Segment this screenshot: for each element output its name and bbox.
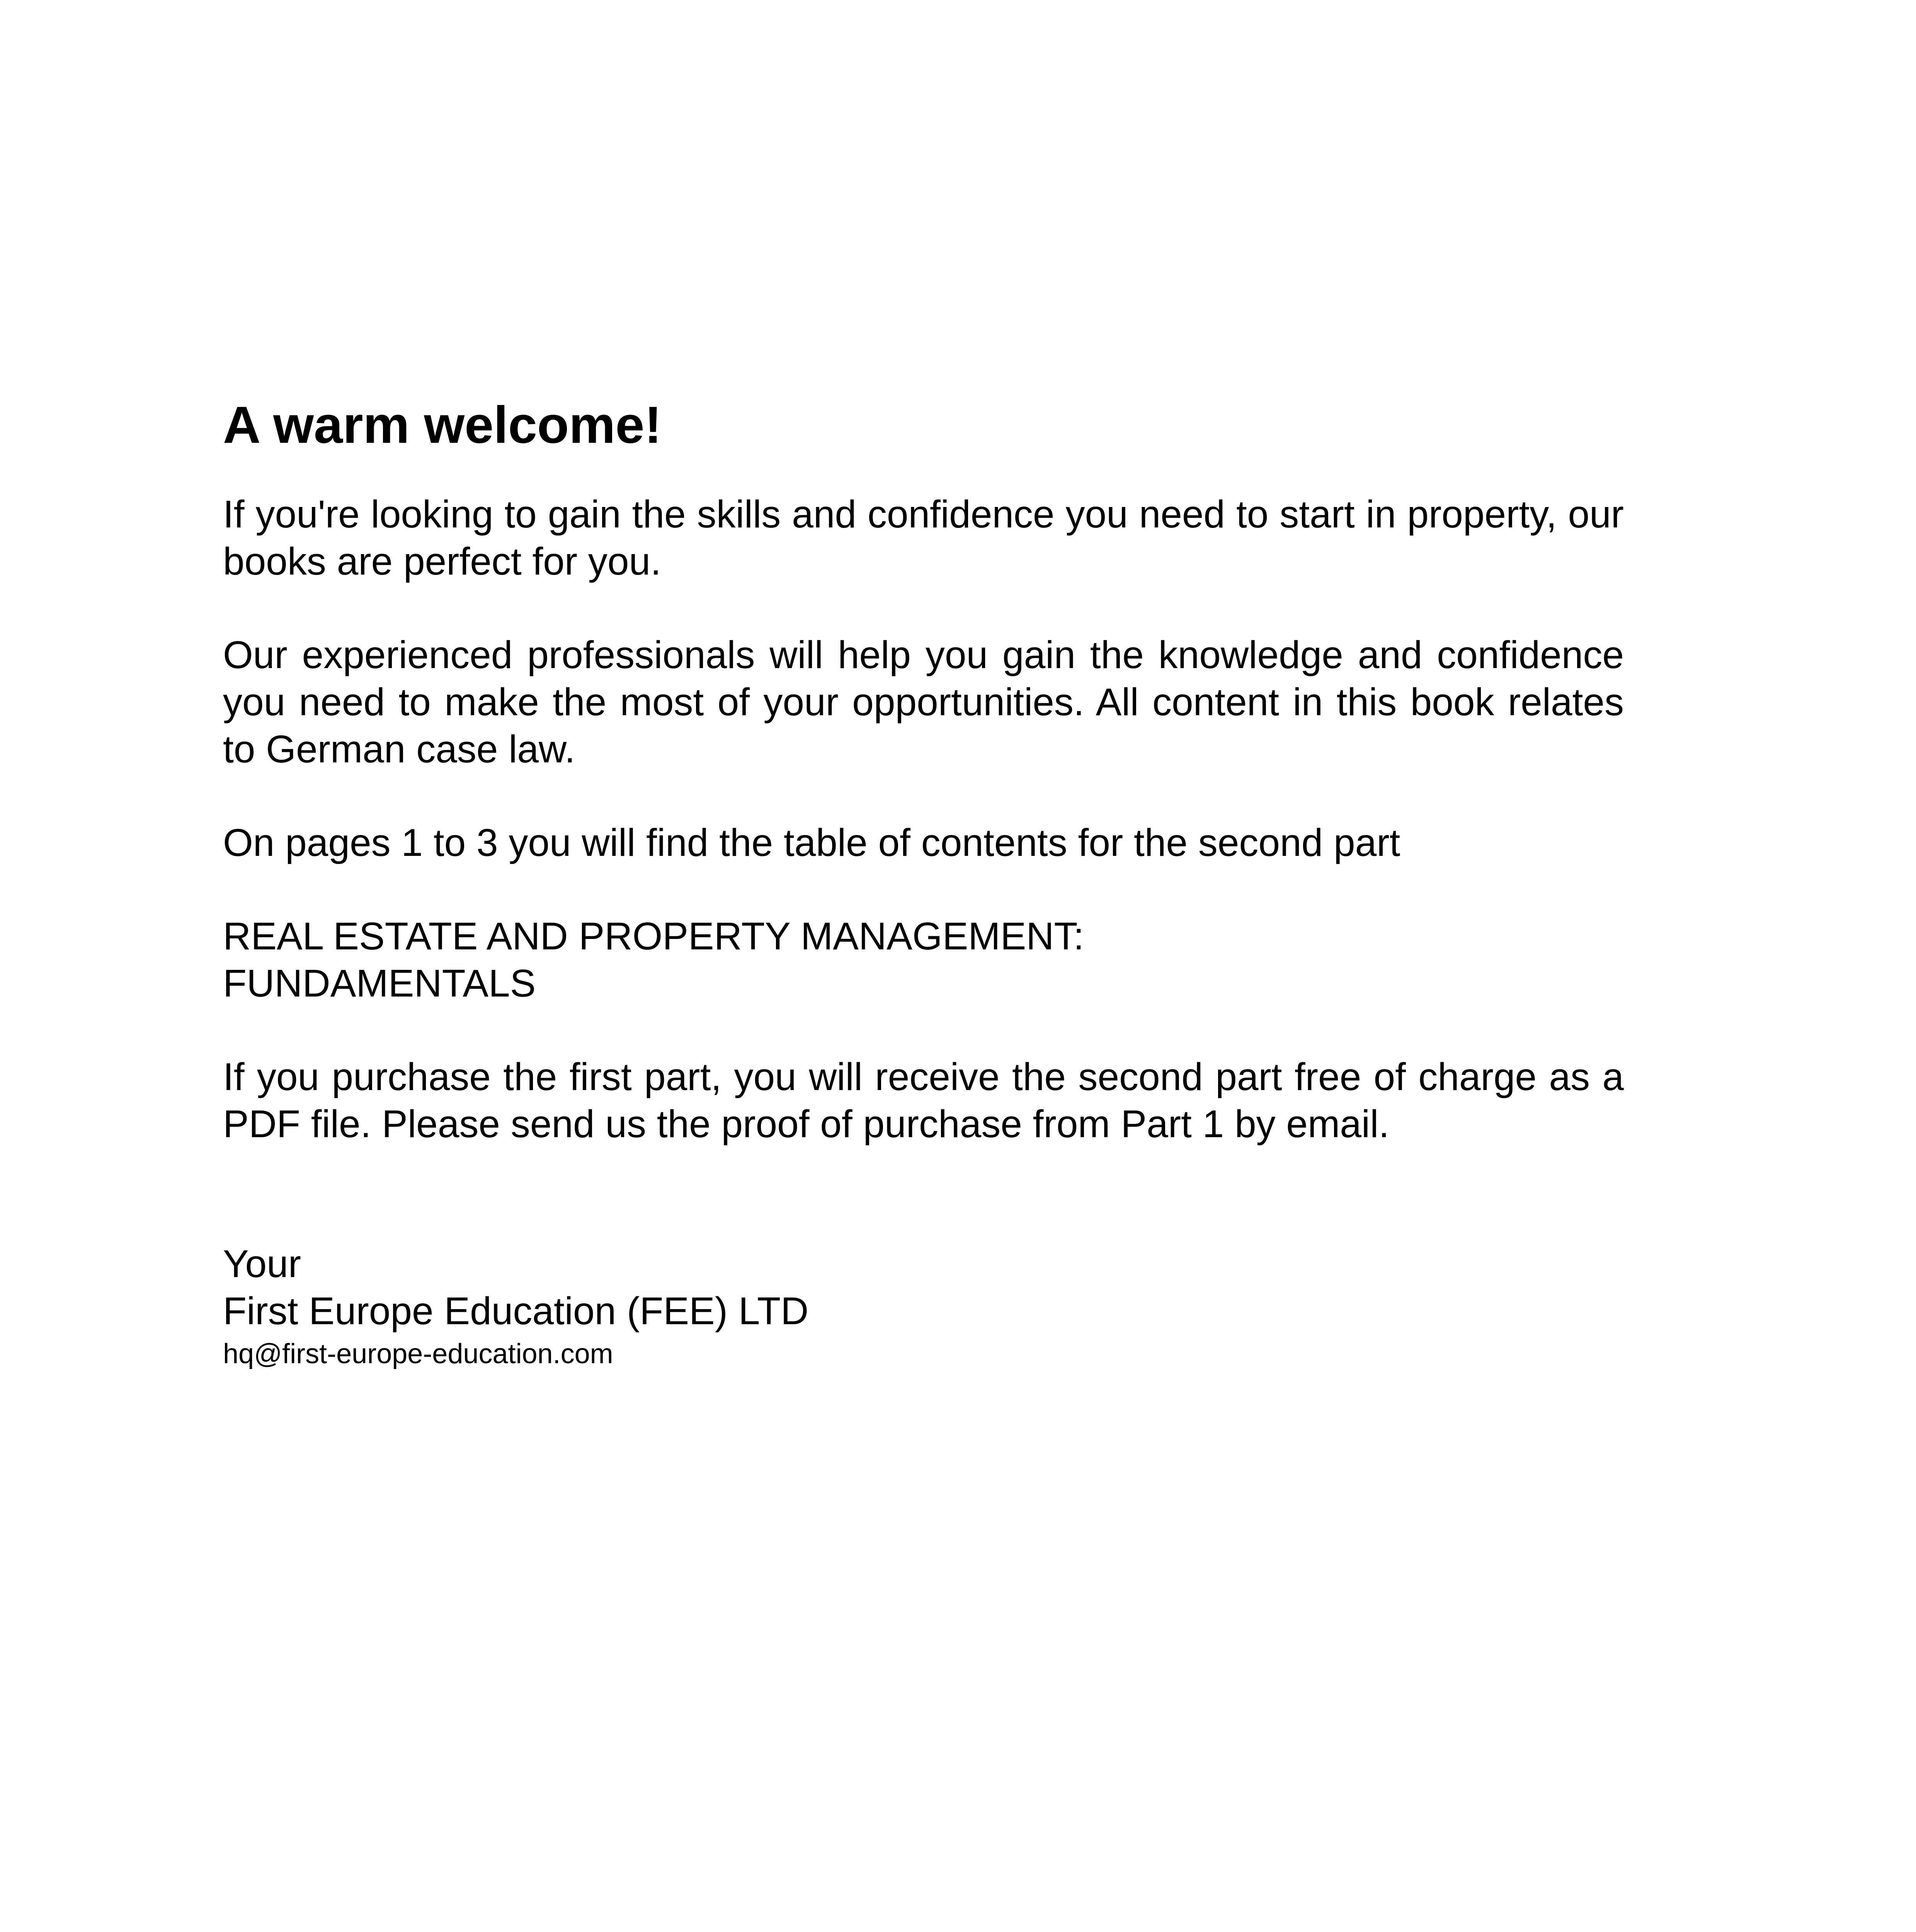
intro-paragraph: If you're looking to gain the skills and confidence you need to start in property, our books are perfect for you.: [223, 493, 1624, 583]
book-title-line: REAL ESTATE AND PROPERTY MANAGEMENT:: [223, 915, 1084, 958]
page-content: [223, 394, 1624, 1373]
professionals-paragraph: Our experienced professionals will help you gain the knowledge and confidence you need to make the most of your opportunities. All content in this book relates to German case law.: [223, 633, 1624, 771]
offer-paragraph: If you purchase the first part, you will receive the second part free of charge as a PDF file. Please send us the proof of purchase from Part 1 by email.: [223, 1055, 1624, 1146]
page-heading: A warm welcome!: [223, 396, 662, 454]
book-title-line: FUNDAMENTALS: [223, 962, 536, 1005]
sign-off-greeting: Your: [223, 1242, 301, 1286]
sign-off-block: [223, 1240, 1624, 1373]
book-title-block: [223, 913, 1624, 1007]
contact-email: hq@first-europe-education.com: [223, 1338, 613, 1369]
contents-note-paragraph: On pages 1 to 3 you will find the table of contents for the second part: [223, 821, 1400, 864]
sign-off-company: First Europe Education (FEE) LTD: [223, 1289, 809, 1333]
